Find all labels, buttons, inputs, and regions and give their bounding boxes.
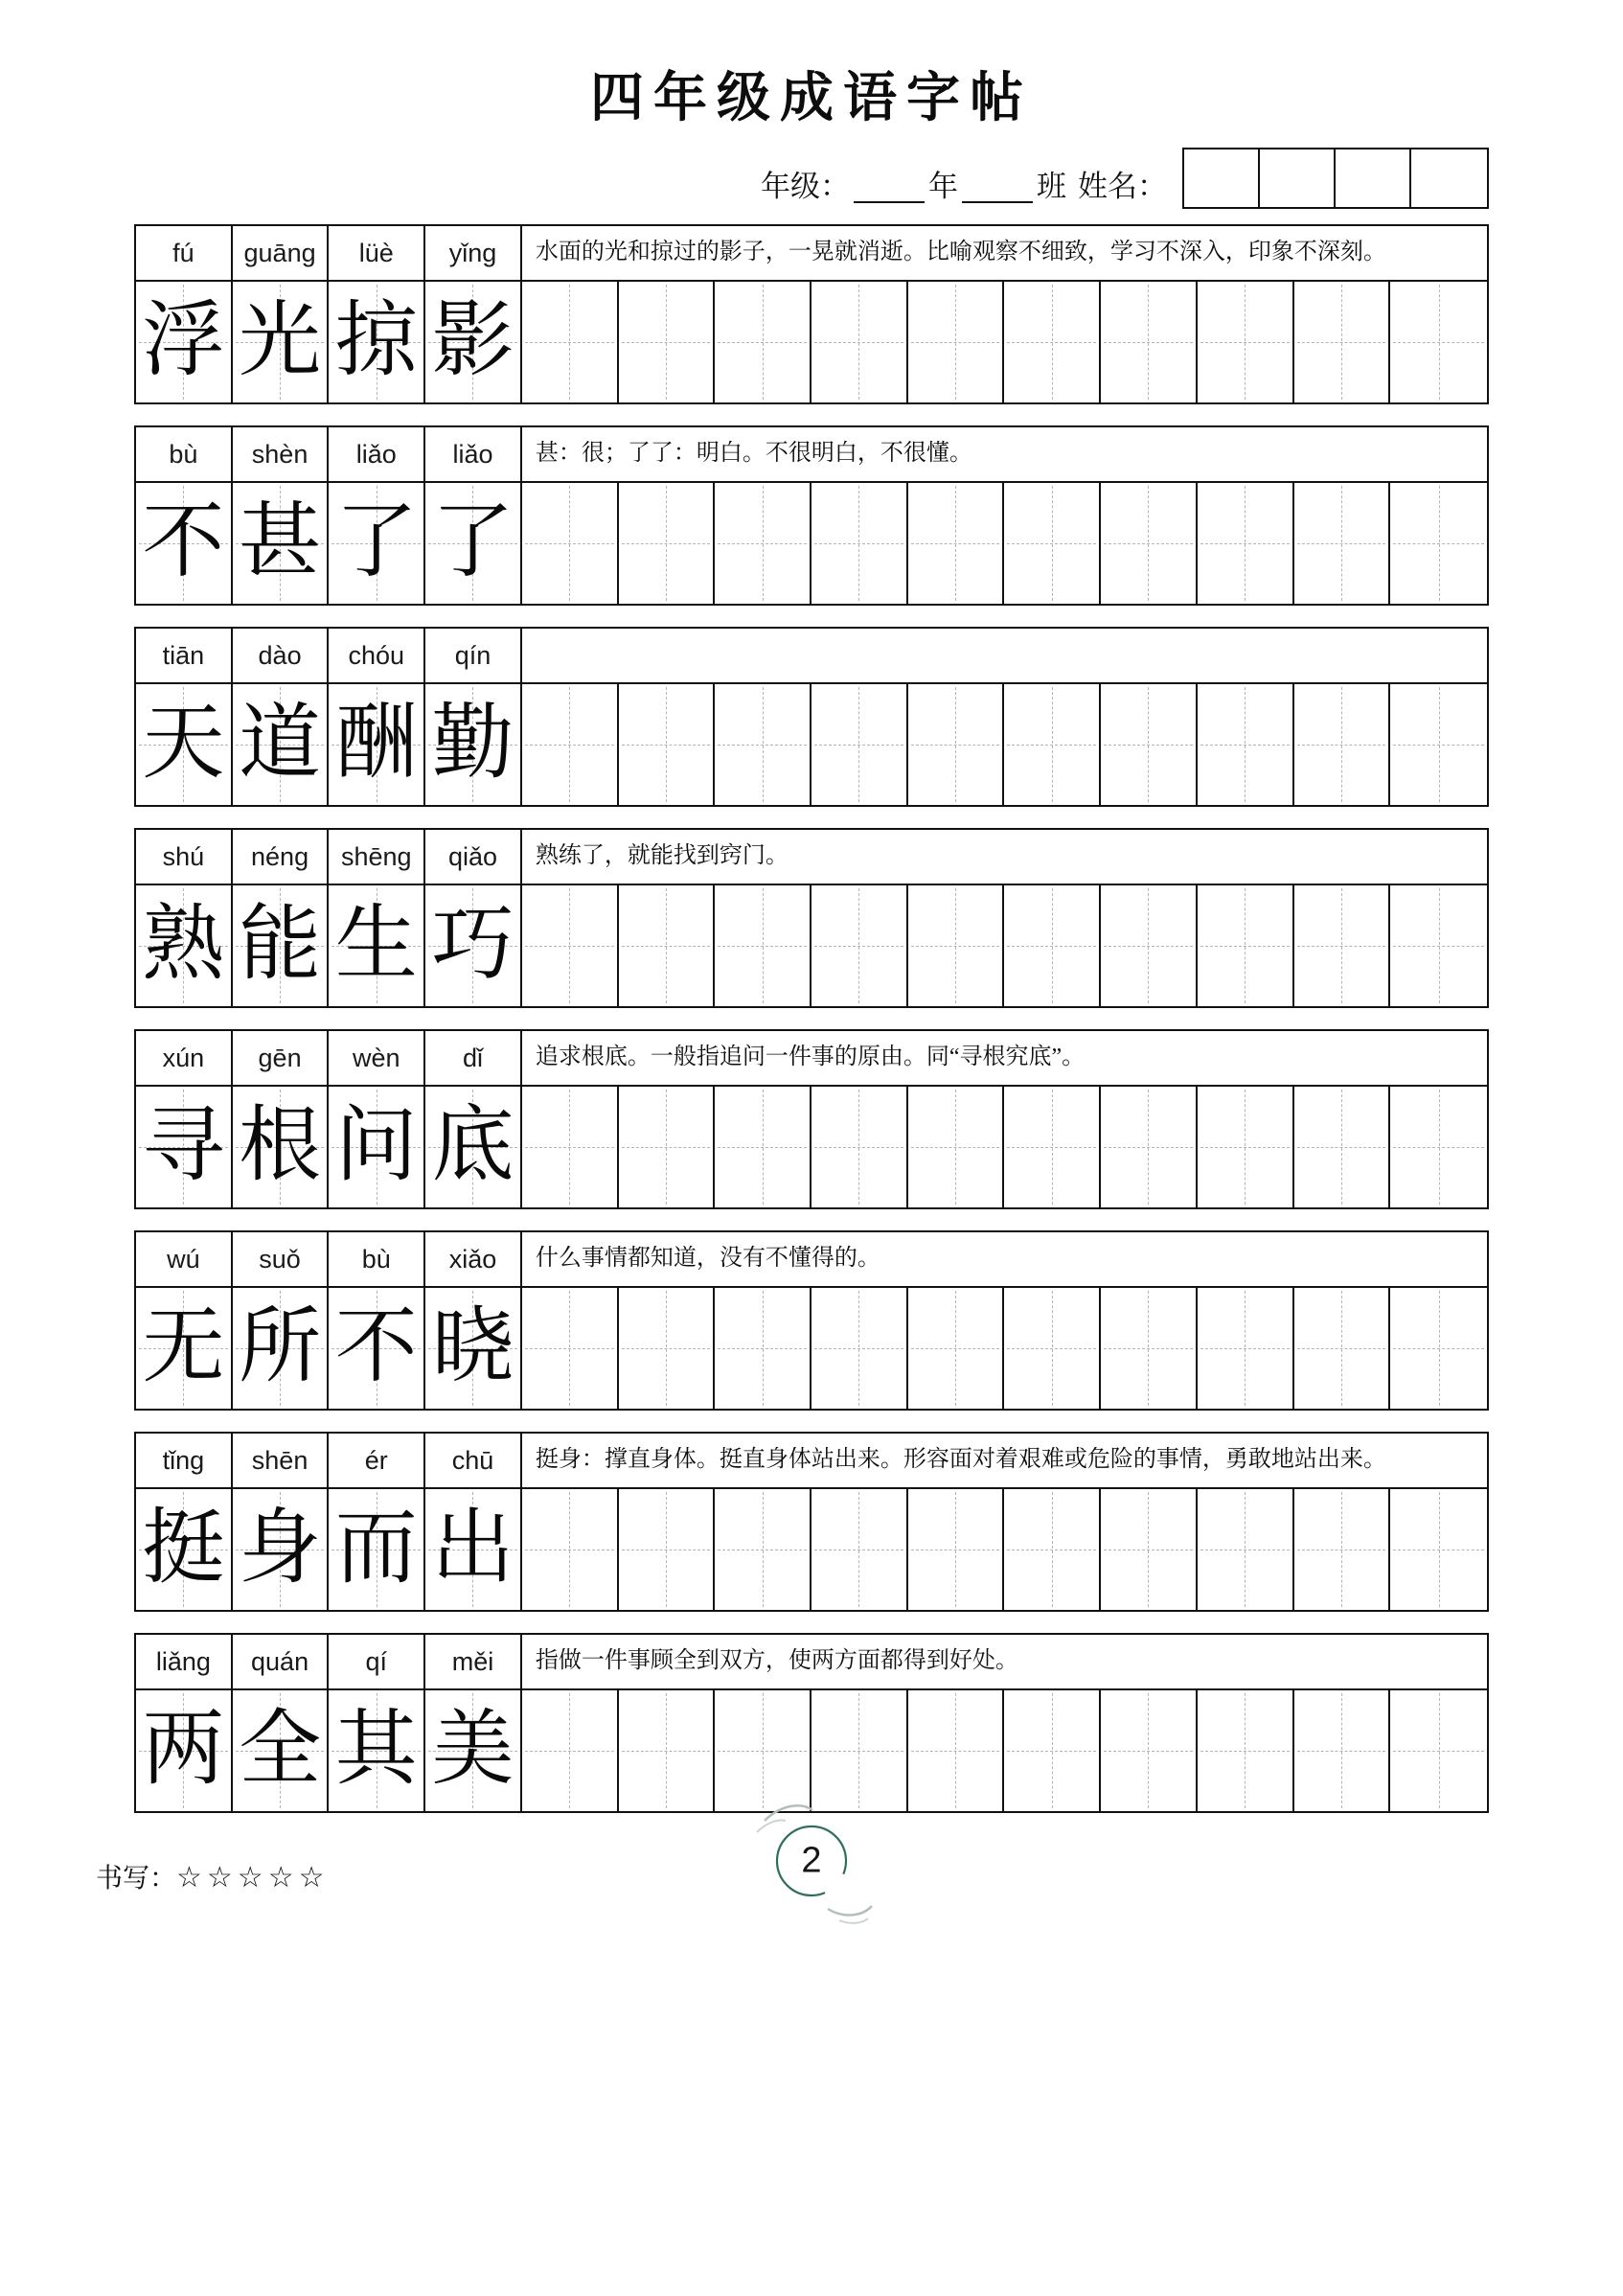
practice-cell[interactable] <box>619 1087 716 1207</box>
pinyin-cell: shēng <box>329 830 425 884</box>
pinyin-cell: fú <box>136 226 233 280</box>
pinyin-definition-row <box>136 1434 1487 1489</box>
practice-cell[interactable] <box>522 1489 619 1610</box>
page-title: 四年级成语字帖 <box>590 69 1033 128</box>
practice-cell[interactable] <box>1294 483 1391 604</box>
pinyin-definition-row <box>136 1031 1487 1087</box>
pinyin-definition-row <box>136 629 1487 684</box>
idiom-block <box>134 224 1489 404</box>
practice-cell[interactable] <box>812 684 908 805</box>
character-row <box>136 885 1487 1006</box>
practice-cell[interactable] <box>1390 1288 1487 1409</box>
practice-cell[interactable] <box>522 885 619 1006</box>
idiom-character: 根 <box>233 1087 330 1207</box>
practice-cell[interactable] <box>812 1288 908 1409</box>
idiom-character: 天 <box>136 684 233 805</box>
practice-cell[interactable] <box>1294 885 1391 1006</box>
practice-cell[interactable] <box>1004 483 1101 604</box>
practice-cell[interactable] <box>1390 1489 1487 1610</box>
practice-cell[interactable] <box>908 483 1005 604</box>
pinyin-cell: wèn <box>329 1031 425 1085</box>
name-grid-cell[interactable] <box>1336 149 1411 207</box>
year-label: 年 <box>928 169 958 203</box>
practice-cell[interactable] <box>1294 1087 1391 1207</box>
practice-cell[interactable] <box>1390 1690 1487 1811</box>
page-number: 2 <box>801 1840 822 1881</box>
idiom-character: 全 <box>233 1690 330 1811</box>
practice-cell[interactable] <box>715 1087 812 1207</box>
pinyin-cell: tǐng <box>136 1434 233 1487</box>
pinyin-definition-row <box>136 1232 1487 1288</box>
practice-cell[interactable] <box>1198 684 1294 805</box>
practice-cell[interactable] <box>1198 1489 1294 1610</box>
practice-cell[interactable] <box>619 885 716 1006</box>
practice-cell[interactable] <box>715 1489 812 1610</box>
practice-cell[interactable] <box>1004 1288 1101 1409</box>
practice-cell[interactable] <box>908 1690 1005 1811</box>
page-number-ornament <box>730 1794 893 1928</box>
idiom-character: 挺 <box>136 1489 233 1610</box>
idiom-character: 影 <box>425 282 522 402</box>
practice-cell[interactable] <box>1390 282 1487 402</box>
pinyin-definition-row <box>136 226 1487 282</box>
ornament-flourish-bottom <box>828 1906 872 1915</box>
practice-cell[interactable] <box>522 1087 619 1207</box>
practice-cell[interactable] <box>1294 1489 1391 1610</box>
idiom-character: 无 <box>136 1288 233 1409</box>
grade-label: 年级： <box>761 169 850 203</box>
idiom-character: 两 <box>136 1690 233 1811</box>
pinyin-cell: shú <box>136 830 233 884</box>
name-grid-cell[interactable] <box>1260 149 1336 207</box>
practice-cell[interactable] <box>522 1690 619 1811</box>
practice-cell[interactable] <box>908 1288 1005 1409</box>
practice-cell[interactable] <box>619 1489 716 1610</box>
pinyin-cell: qiǎo <box>425 830 522 884</box>
practice-cell[interactable] <box>1101 483 1198 604</box>
ornament-flourish-bottom-small <box>839 1918 868 1923</box>
practice-cell[interactable] <box>1198 483 1294 604</box>
practice-cell[interactable] <box>1004 684 1101 805</box>
practice-cell[interactable] <box>908 1087 1005 1207</box>
grade-blank[interactable] <box>854 174 925 203</box>
practice-cell[interactable] <box>812 885 908 1006</box>
idiom-character: 光 <box>233 282 330 402</box>
idiom-character: 而 <box>329 1489 425 1610</box>
practice-cell[interactable] <box>715 483 812 604</box>
character-row <box>136 483 1487 604</box>
practice-cell[interactable] <box>619 1690 716 1811</box>
pinyin-cell: qí <box>329 1635 425 1688</box>
pinyin-cell: suǒ <box>233 1232 330 1286</box>
character-row <box>136 282 1487 402</box>
idiom-character: 道 <box>233 684 330 805</box>
idiom-character: 美 <box>425 1690 522 1811</box>
practice-cell[interactable] <box>1198 1690 1294 1811</box>
pinyin-cell: yǐng <box>425 226 522 280</box>
practice-cell[interactable] <box>1101 1087 1198 1207</box>
idiom-character: 不 <box>136 483 233 604</box>
practice-cell[interactable] <box>1101 684 1198 805</box>
practice-cell[interactable] <box>1004 1690 1101 1811</box>
pinyin-cell: bù <box>329 1232 425 1286</box>
pinyin-cell: shèn <box>233 427 330 481</box>
practice-cell[interactable] <box>1294 1690 1391 1811</box>
idiom-blocks-container <box>134 224 1489 1813</box>
practice-cell[interactable] <box>522 483 619 604</box>
practice-cell[interactable] <box>908 282 1005 402</box>
ornament-flourish-top-small <box>757 1821 786 1833</box>
practice-cell[interactable] <box>522 282 619 402</box>
name-grid-cell[interactable] <box>1184 149 1260 207</box>
character-row <box>136 684 1487 805</box>
practice-cell[interactable] <box>1101 1489 1198 1610</box>
definition-text <box>522 629 1487 682</box>
practice-cell[interactable] <box>908 885 1005 1006</box>
practice-cell[interactable] <box>1294 282 1391 402</box>
pinyin-cell: dǐ <box>425 1031 522 1085</box>
practice-cell[interactable] <box>1004 282 1101 402</box>
pinyin-cell: chóu <box>329 629 425 682</box>
practice-cell[interactable] <box>715 1288 812 1409</box>
idiom-character: 其 <box>329 1690 425 1811</box>
pinyin-cell: gēn <box>233 1031 330 1085</box>
practice-cell[interactable] <box>812 483 908 604</box>
practice-cell[interactable] <box>1390 483 1487 604</box>
idiom-character: 能 <box>233 885 330 1006</box>
pinyin-cell: guāng <box>233 226 330 280</box>
idiom-character: 寻 <box>136 1087 233 1207</box>
practice-cell[interactable] <box>1390 885 1487 1006</box>
pinyin-cell: bù <box>136 427 233 481</box>
idiom-character: 身 <box>233 1489 330 1610</box>
definition-text: 挺身：撑直身体。挺直身体站出来。形容面对着艰难或危险的事情，勇敢地站出来。 <box>535 1447 1386 1473</box>
practice-cell[interactable] <box>715 282 812 402</box>
student-info-text <box>761 171 1167 209</box>
idiom-character: 了 <box>329 483 425 604</box>
practice-cell[interactable] <box>812 1087 908 1207</box>
idiom-block <box>134 1432 1489 1612</box>
idiom-block <box>134 425 1489 606</box>
idiom-character: 生 <box>329 885 425 1006</box>
name-grid-cell[interactable] <box>1411 149 1487 207</box>
name-grid <box>1182 148 1489 209</box>
pinyin-definition-row <box>136 427 1487 483</box>
pinyin-cell: liǎo <box>329 427 425 481</box>
idiom-character: 浮 <box>136 282 233 402</box>
idiom-character: 熟 <box>136 885 233 1006</box>
character-row <box>136 1288 1487 1409</box>
pinyin-definition-row <box>136 830 1487 885</box>
definition-text: 什么事情都知道，没有不懂得的。 <box>535 1246 880 1272</box>
idiom-character: 问 <box>329 1087 425 1207</box>
pinyin-cell: dào <box>233 629 330 682</box>
pinyin-cell: ér <box>329 1434 425 1487</box>
definition-text: 熟练了，就能找到窍门。 <box>535 843 789 869</box>
ornament-flourish-top <box>765 1805 812 1821</box>
character-row <box>136 1087 1487 1207</box>
idiom-character: 底 <box>425 1087 522 1207</box>
practice-cell[interactable] <box>715 684 812 805</box>
practice-cell[interactable] <box>619 282 716 402</box>
pinyin-cell: měi <box>425 1635 522 1688</box>
definition-text: 追求根底。一般指追问一件事的原由。同“寻根究底”。 <box>535 1045 1086 1070</box>
pinyin-cell: xún <box>136 1031 233 1085</box>
pinyin-definition-row <box>136 1635 1487 1690</box>
pinyin-cell: chū <box>425 1434 522 1487</box>
practice-cell[interactable] <box>812 282 908 402</box>
idiom-character: 所 <box>233 1288 330 1409</box>
practice-cell[interactable] <box>1101 1690 1198 1811</box>
practice-cell[interactable] <box>908 1489 1005 1610</box>
pinyin-cell: tiān <box>136 629 233 682</box>
practice-cell[interactable] <box>1294 684 1391 805</box>
idiom-block <box>134 1230 1489 1411</box>
practice-cell[interactable] <box>1004 1489 1101 1610</box>
idiom-character: 不 <box>329 1288 425 1409</box>
definition-text: 甚：很；了了：明白。不很明白，不很懂。 <box>535 441 972 467</box>
practice-cell[interactable] <box>522 684 619 805</box>
idiom-character: 勤 <box>425 684 522 805</box>
practice-cell[interactable] <box>1004 1087 1101 1207</box>
practice-cell[interactable] <box>1101 885 1198 1006</box>
idiom-character: 掠 <box>329 282 425 402</box>
class-blank[interactable] <box>962 174 1033 203</box>
practice-cell[interactable] <box>619 684 716 805</box>
idiom-block <box>134 627 1489 807</box>
practice-cell[interactable] <box>1101 1288 1198 1409</box>
pinyin-cell: liǎo <box>425 427 522 481</box>
definition-text: 指做一件事顾全到双方，使两方面都得到好处。 <box>535 1648 1018 1674</box>
writing-label: 书写： <box>96 1864 177 1894</box>
practice-cell[interactable] <box>1198 282 1294 402</box>
name-label: 姓名： <box>1078 169 1167 203</box>
practice-cell[interactable] <box>1198 1087 1294 1207</box>
practice-cell[interactable] <box>619 1288 716 1409</box>
class-label: 班 <box>1037 169 1066 203</box>
pinyin-cell: shēn <box>233 1434 330 1487</box>
idiom-block <box>134 828 1489 1008</box>
practice-cell[interactable] <box>1101 282 1198 402</box>
pinyin-cell: néng <box>233 830 330 884</box>
idiom-block <box>134 1633 1489 1813</box>
practice-cell[interactable] <box>1198 1288 1294 1409</box>
writing-rating <box>96 1857 330 1895</box>
idiom-character: 了 <box>425 483 522 604</box>
idiom-character: 出 <box>425 1489 522 1610</box>
idiom-character: 酬 <box>329 684 425 805</box>
pinyin-cell: lüè <box>329 226 425 280</box>
idiom-character: 巧 <box>425 885 522 1006</box>
pinyin-cell: xiǎo <box>425 1232 522 1286</box>
practice-cell[interactable] <box>1390 1087 1487 1207</box>
practice-cell[interactable] <box>908 684 1005 805</box>
idiom-block <box>134 1029 1489 1209</box>
practice-cell[interactable] <box>1294 1288 1391 1409</box>
practice-cell[interactable] <box>619 483 716 604</box>
pinyin-cell: quán <box>233 1635 330 1688</box>
practice-cell[interactable] <box>1004 885 1101 1006</box>
practice-cell[interactable] <box>715 885 812 1006</box>
practice-cell[interactable] <box>1198 885 1294 1006</box>
pinyin-cell: liǎng <box>136 1635 233 1688</box>
student-info-line <box>134 148 1489 209</box>
rating-stars: ☆☆☆☆☆ <box>176 1862 330 1894</box>
idiom-character: 甚 <box>233 483 330 604</box>
practice-cell[interactable] <box>1390 684 1487 805</box>
practice-cell[interactable] <box>812 1489 908 1610</box>
definition-text: 水面的光和掠过的影子，一晃就消逝。比喻观察不细致，学习不深入，印象不深刻。 <box>535 240 1386 265</box>
idiom-character: 晓 <box>425 1288 522 1409</box>
pinyin-cell: wú <box>136 1232 233 1286</box>
character-row <box>136 1489 1487 1610</box>
pinyin-cell: qín <box>425 629 522 682</box>
practice-cell[interactable] <box>522 1288 619 1409</box>
